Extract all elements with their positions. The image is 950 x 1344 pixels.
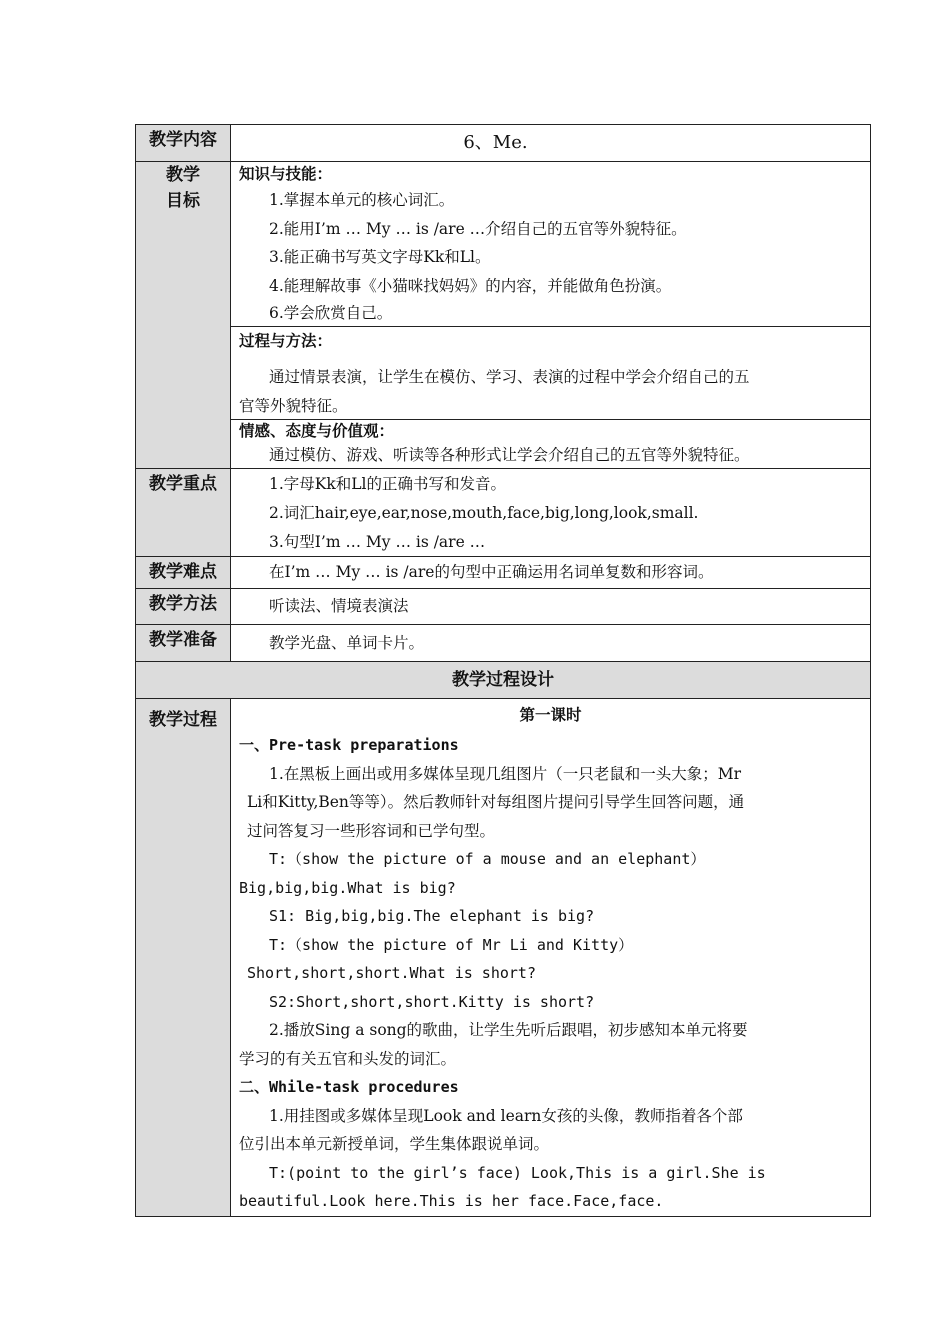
paragraph-line: 2.播放Sing a song的歌曲，让学生先听后跟唱，初步感知本单元将要 <box>269 1021 748 1039</box>
goals-cell <box>231 162 871 469</box>
row-prep <box>136 625 871 662</box>
label-key-points: 教学重点 <box>136 469 231 557</box>
difficulty-text: 在I’m … My … is /are的句型中正确运用名词单复数和形容词。 <box>269 563 714 581</box>
dialogue-line: T:（show the picture of a mouse and an elephant） <box>269 850 706 868</box>
design-header: 教学过程设计 <box>136 662 871 699</box>
paragraph-line: 1.在黑板上画出或用多媒体呈现几组图片（一只老鼠和一头大象；Mr <box>269 764 742 783</box>
dialogue-line: beautiful.Look here.This is her face.Face,face. <box>239 1192 664 1210</box>
dialogue-line: T:（show the picture of Mr Li and Kitty） <box>269 935 634 954</box>
process-text-cont: 官等外貌特征。 <box>239 396 348 415</box>
dialogue-line: S2:Short,short,short.Kitty is short? <box>269 992 595 1011</box>
knowledge-item: 2.能用I’m … My … is /are …介绍自己的五官等外貌特征。 <box>269 219 687 238</box>
label-method: 教学方法 <box>136 589 231 625</box>
section-title: 二、While-task procedures <box>239 1078 459 1096</box>
knowledge-item: 4.能理解故事《小猫咪找妈妈》的内容，并能做角色扮演。 <box>269 276 672 295</box>
content-title-cell <box>231 125 871 162</box>
paragraph-line: Li和Kitty,Ben等等）。然后教师针对每组图片提问引导学生回答问题，通 <box>247 793 745 811</box>
label-difficulty: 教学难点 <box>136 557 231 589</box>
difficulty-cell <box>231 557 871 589</box>
dialogue-line: Short,short,short.What is short? <box>247 964 536 982</box>
key-point-item: 1.字母Kk和Ll的正确书写和发音。 <box>269 475 507 493</box>
method-text: 听读法、情境表演法 <box>269 597 409 615</box>
paragraph-line: 1.用挂图或多媒体呈现Look and learn女孩的头像，教师指着各个部 <box>269 1106 743 1125</box>
dialogue-line: T:(point to the girl’s face) Look,This is a girl.She is <box>269 1163 766 1182</box>
key-point-item: 2.词汇hair,eye,ear,nose,mouth,face,big,long,look,small. <box>269 504 699 522</box>
lesson-title: 第一课时 <box>519 706 582 724</box>
paragraph-line: 学习的有关五官和头发的词汇。 <box>239 1049 457 1068</box>
label-prep: 教学准备 <box>136 625 231 662</box>
method-cell <box>231 589 871 625</box>
row-key-points <box>136 469 871 557</box>
emotion-text: 通过模仿、游戏、听读等各种形式让学会介绍自己的五官等外貌特征。 <box>269 446 750 464</box>
label-goals: 教学 目标 <box>136 162 231 469</box>
knowledge-item: 1.掌握本单元的核心词汇。 <box>269 191 455 209</box>
label-process: 教学过程 <box>136 699 231 1217</box>
prep-cell <box>231 625 871 662</box>
key-points-cell <box>231 469 871 557</box>
process-text: 通过情景表演，让学生在模仿、学习、表演的过程中学会介绍自己的五 <box>269 368 750 386</box>
label-content: 教学内容 <box>136 125 231 162</box>
knowledge-block <box>231 162 870 326</box>
lesson-plan-table <box>135 124 871 1217</box>
emotion-block <box>231 419 870 468</box>
row-method <box>136 589 871 625</box>
process-heading: 过程与方法： <box>239 332 333 350</box>
process-cell <box>231 699 871 1217</box>
key-point-item: 3.句型I’m … My … is /are … <box>269 533 486 551</box>
knowledge-heading: 知识与技能： <box>239 165 333 183</box>
prep-text: 教学光盘、单词卡片。 <box>269 634 425 652</box>
dialogue-line: S1: Big,big,big.The elephant is big? <box>269 907 595 925</box>
paragraph-line: 位引出本单元新授单词，学生集体跟说单词。 <box>239 1135 550 1153</box>
dialogue-line: Big,big,big.What is big? <box>239 878 456 897</box>
content-title: 6、Me. <box>463 132 528 153</box>
emotion-heading: 情感、态度与价值观： <box>239 422 395 440</box>
process-method-block <box>231 326 870 419</box>
knowledge-item: 3.能正确书写英文字母Kk和Ll。 <box>269 248 491 266</box>
section-title: 一、Pre-task preparations <box>239 736 459 754</box>
row-process <box>136 699 871 1217</box>
row-content <box>136 125 871 162</box>
row-difficulty <box>136 557 871 589</box>
knowledge-item: 6.学会欣赏自己。 <box>269 304 393 322</box>
row-design-header <box>136 662 871 699</box>
row-goals <box>136 162 871 469</box>
paragraph-line: 过问答复习一些形容词和已学句型。 <box>247 821 496 840</box>
